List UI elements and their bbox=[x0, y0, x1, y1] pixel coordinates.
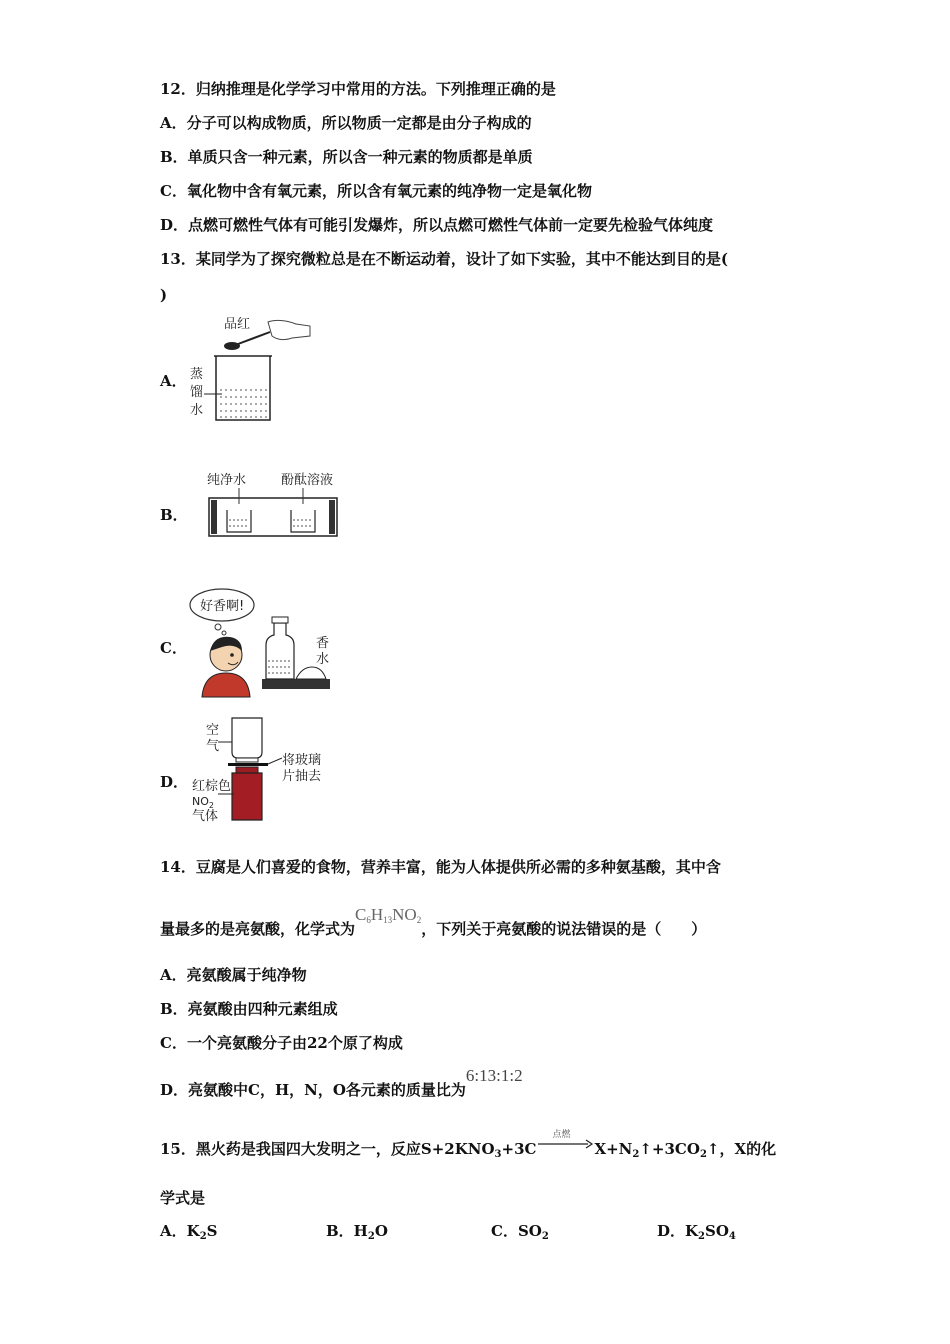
hand-icon bbox=[268, 320, 310, 339]
svg-text:气: 气 bbox=[206, 739, 220, 754]
q13-option-a-label: A． bbox=[160, 372, 187, 390]
reaction-arrow bbox=[536, 1130, 594, 1157]
figure-d-gas-jars bbox=[188, 712, 338, 824]
svg-text:气体: 气体 bbox=[192, 809, 219, 824]
reaction-condition: 点燃 bbox=[552, 1130, 571, 1140]
figure-a-beaker bbox=[188, 312, 318, 427]
svg-text:蒸: 蒸 bbox=[190, 367, 204, 382]
q14-stem-line1: 14．豆腐是人们喜爱的食物，营养丰富，能为人体提供所必需的多种氨基酸，其中含 bbox=[160, 858, 721, 876]
q15-option-a: A．$K_2S$ bbox=[160, 1222, 218, 1242]
q14-option-b: B．亮氨酸由四种元素组成 bbox=[160, 1000, 338, 1018]
table bbox=[262, 679, 330, 689]
stopper bbox=[296, 667, 326, 679]
fig-a-reagent: 品红 bbox=[224, 317, 251, 332]
q13-option-d-label: D． bbox=[160, 773, 189, 791]
svg-text:香: 香 bbox=[316, 636, 330, 651]
q13-option-c-label: C． bbox=[160, 639, 187, 657]
upper-jar bbox=[232, 718, 262, 758]
glass-tube bbox=[209, 498, 337, 536]
svg-text:片抽去: 片抽去 bbox=[282, 769, 322, 784]
svg-text:将玻璃: 将玻璃 bbox=[282, 753, 322, 768]
glass-plate bbox=[228, 763, 268, 766]
q13-stem: 13．某同学为了探究微粒总是在不断运动着，设计了如下实验，其中不能达到目的是( bbox=[160, 250, 728, 268]
person-body bbox=[202, 673, 250, 697]
svg-text:纯净水: 纯净水 bbox=[207, 473, 247, 488]
q15-option-d: D．$K_2SO_4$ bbox=[657, 1222, 736, 1242]
svg-text:NO2: $NO_2$ bbox=[192, 795, 214, 810]
q13-option-b-label: B． bbox=[160, 506, 188, 524]
q14-option-a: A．亮氨酸属于纯净物 bbox=[160, 966, 307, 984]
svg-text:空: 空 bbox=[206, 723, 220, 738]
q15-option-c: C．$SO_2$ bbox=[491, 1222, 549, 1242]
svg-text:酚酞溶液: 酚酞溶液 bbox=[281, 473, 334, 488]
left-stopper bbox=[211, 500, 217, 534]
mass-ratio: 6:13:1:2 bbox=[465, 1066, 523, 1085]
svg-text:水: 水 bbox=[190, 403, 204, 418]
svg-text:好香啊!: 好香啊! bbox=[200, 599, 245, 614]
spoon-handle bbox=[238, 332, 270, 344]
q12-option-c: C．氧化物中含有氧元素，所以含有氧元素的纯净物一定是氧化物 bbox=[160, 182, 592, 200]
right-stopper bbox=[329, 500, 335, 534]
q12-option-b: B．单质只含一种元素，所以含一种元素的物质都是单质 bbox=[160, 148, 533, 166]
q12-option-a: A．分子可以构成物质，所以物质一定都是由分子构成的 bbox=[160, 114, 532, 132]
q15-option-b: B．$H_2O$ bbox=[326, 1222, 388, 1242]
q12-option-d: D．点燃可燃性气体有可能引发爆炸，所以点燃可燃性气体前一定要先检验气体纯度 bbox=[160, 216, 714, 234]
lower-jar-no2 bbox=[232, 773, 262, 820]
spoon-icon bbox=[224, 342, 240, 350]
q14-stem-line2: 量最多的是亮氨酸，化学式为$C_6H_{13}NO_2$，下列关于亮氨酸的说法错误的是（ ） bbox=[160, 905, 707, 938]
figure-b-tube bbox=[205, 470, 345, 542]
svg-text:馏: 馏 bbox=[190, 385, 204, 400]
q14-option-c: C．一个亮氨酸分子由22个原了构成 bbox=[160, 1034, 403, 1052]
q13-stem-end: ) bbox=[160, 286, 168, 304]
leucine-formula: $C_6H_{13}NO_2$ bbox=[355, 905, 422, 925]
q12-stem: 12．归纳推理是化学学习中常用的方法。下列推理正确的是 bbox=[160, 80, 556, 98]
q15-stem-line1: 15．黑火药是我国四大发明之一，反应$S+2KNO_3+3C$ 点燃 $X+N_2↑+3CO_2↑$，X的化 bbox=[160, 1138, 776, 1160]
bottle-outline bbox=[266, 623, 294, 679]
q14-option-d: D．亮氨酸中C，H，N，O各元素的质量比为6:13:1:2 bbox=[160, 1066, 523, 1099]
figure-c-perfume bbox=[188, 585, 338, 703]
svg-text:红棕色: 红棕色 bbox=[192, 779, 232, 794]
svg-text:水: 水 bbox=[316, 652, 330, 667]
q15-stem-line2: 学式是 bbox=[160, 1189, 206, 1207]
